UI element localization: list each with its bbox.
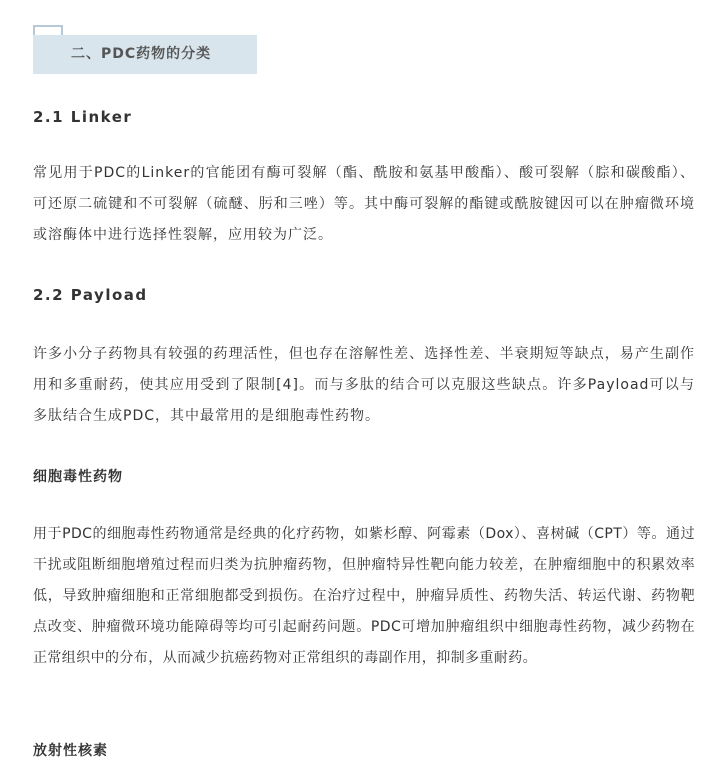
- linker-heading: 2.1 Linker: [33, 108, 133, 126]
- section-title-corner-decoration: [33, 25, 63, 35]
- cytotoxic-paragraph: 用于PDC的细胞毒性药物通常是经典的化疗药物，如紫杉醇、阿霉素（Dox）、喜树碱（CPT）等。通过干扰或阻断细胞增殖过程而归类为抗肿瘤药物，但肿瘤特异性靶向能力较差，在肿瘤细胞中的积累效率低，导致肿瘤细胞和正常细胞都受到损伤。在治疗过程中，肿瘤异质性、药物失活、转运代谢、药物靶点改变、肿瘤微环境功能障碍等均可引起耐药问题。PDC可增加肿瘤组织中细胞毒性药物，减少药物在正常组织中的分布，从而减少抗癌药物对正常组织的毒副作用，抑制多重耐药。: [33, 526, 695, 666]
- payload-paragraph: 许多小分子药物具有较强的药理活性，但也存在溶解性差、选择性差、半衰期短等缺点，易产生副作用和多重耐药，使其应用受到了限制[4]。而与多肽的结合可以克服这些缺点。许多Payload可以与多肽结合生成PDC，其中最常用的是细胞毒性药物。: [33, 346, 695, 424]
- cytotoxic-heading: 细胞毒性药物: [33, 469, 123, 485]
- section-title-banner: [33, 35, 257, 74]
- payload-heading: 2.2 Payload: [33, 286, 148, 304]
- radionuclide-heading: 放射性核素: [33, 743, 108, 759]
- section-title: 二、PDC药物的分类: [71, 46, 212, 62]
- linker-paragraph: 常见用于PDC的Linker的官能团有酶可裂解（酯、酰胺和氨基甲酸酯）、酸可裂解（腙和碳酸酯）、可还原二硫键和不可裂解（硫醚、肟和三唑）等。其中酶可裂解的酯键或酰胺键因可以在肿瘤微环境或溶酶体中进行选择性裂解，应用较为广泛。: [33, 165, 695, 243]
